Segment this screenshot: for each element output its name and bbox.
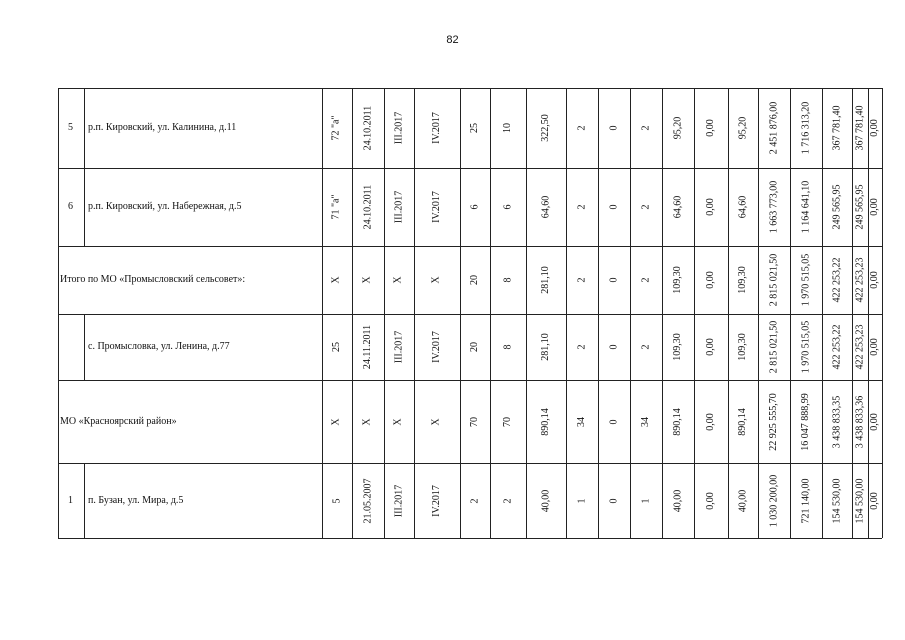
cell-value: Х: [330, 276, 342, 284]
row-number: 6: [68, 201, 73, 212]
cell-value: 154 530,00: [854, 478, 865, 523]
column-divider: [694, 380, 695, 463]
cell-value: 3 438 833,36: [854, 395, 865, 448]
column-divider: [630, 314, 631, 380]
cell-value: 1 970 515,05: [800, 320, 811, 374]
cell-value: 95,20: [737, 116, 748, 140]
cell-value: 2: [640, 125, 651, 131]
cell-value: IV.2017: [430, 112, 442, 144]
column-divider: [868, 88, 869, 168]
cell-value: Х: [430, 417, 442, 426]
column-divider: [662, 88, 663, 168]
column-divider: [460, 463, 461, 538]
column-divider: [414, 246, 415, 314]
row-address: п. Бузан, ул. Мира, д.5: [88, 494, 184, 506]
cell-value: 109,30: [737, 333, 748, 361]
cell-value: 1 716 313,20: [800, 101, 811, 155]
row-address: р.п. Кировский, ул. Калинина, д.11: [88, 122, 237, 133]
cell-value: III.2017: [393, 484, 404, 517]
column-divider: [662, 168, 663, 246]
column-divider: [526, 314, 527, 380]
column-divider: [882, 168, 883, 246]
column-divider: [322, 380, 323, 463]
column-divider: [526, 380, 527, 463]
cell-value: III.2017: [393, 111, 404, 145]
column-divider: [790, 246, 791, 314]
cell-value: 0,00: [705, 338, 716, 356]
cell-value: 2 815 021,50: [768, 320, 779, 374]
column-divider: [822, 380, 823, 463]
cell-value: 0: [608, 204, 619, 210]
page-number: 82: [446, 34, 459, 46]
cell-value: 2: [640, 277, 651, 283]
cell-value: 22 925 555,70: [768, 392, 779, 451]
cell-value: 16 047 888,99: [800, 392, 811, 451]
column-divider: [84, 314, 85, 380]
row-number: 1: [68, 494, 73, 506]
column-divider: [728, 380, 729, 463]
column-divider: [630, 246, 631, 314]
row-total-label: МО «Красноярский район»: [60, 415, 177, 427]
column-divider: [882, 88, 883, 168]
cell-value: 64,60: [540, 195, 551, 219]
cell-value: 109,30: [737, 266, 748, 294]
column-divider: [460, 380, 461, 463]
cell-value: 24.10.2011: [362, 105, 374, 151]
cell-value: 2: [469, 498, 480, 503]
cell-value: 0,00: [869, 491, 880, 510]
column-divider: [414, 314, 415, 380]
cell-value: 20: [469, 275, 480, 285]
column-divider: [882, 463, 883, 538]
column-divider: [322, 314, 323, 380]
cell-value: 2: [576, 204, 587, 210]
column-divider: [868, 463, 869, 538]
cell-value: 72 "а": [330, 115, 342, 141]
cell-value: 70: [502, 416, 513, 427]
column-divider: [490, 314, 491, 380]
column-divider: [384, 168, 385, 246]
column-divider: [852, 168, 853, 246]
column-divider: [758, 88, 759, 168]
cell-value: 40,00: [540, 489, 551, 512]
cell-value: IV.2017: [430, 191, 442, 223]
column-divider: [566, 314, 567, 380]
cell-value: 8: [502, 344, 513, 350]
cell-value: 367 781,40: [831, 105, 842, 151]
column-divider: [566, 463, 567, 538]
column-divider: [598, 168, 599, 246]
column-divider: [460, 168, 461, 246]
column-divider: [384, 88, 385, 168]
cell-value: IV.2017: [430, 331, 442, 363]
column-divider: [322, 88, 323, 168]
column-divider: [728, 88, 729, 168]
cell-value: 367 781,40: [854, 105, 865, 151]
cell-value: 0,00: [705, 412, 716, 431]
column-divider: [384, 314, 385, 380]
column-divider: [460, 246, 461, 314]
cell-value: 2: [640, 344, 651, 350]
column-divider: [352, 168, 353, 246]
cell-value: 0,00: [869, 271, 880, 289]
column-divider: [852, 88, 853, 168]
column-divider: [822, 314, 823, 380]
cell-value: 2: [576, 125, 587, 131]
cell-value: 10: [502, 123, 513, 133]
cell-value: 2: [640, 204, 651, 210]
cell-value: 25: [469, 123, 480, 133]
column-divider: [694, 168, 695, 246]
cell-value: 34: [576, 416, 587, 427]
cell-value: 249 565,95: [854, 184, 865, 230]
column-divider: [490, 88, 491, 168]
column-divider: [882, 380, 883, 463]
column-divider: [662, 246, 663, 314]
cell-value: 0: [608, 498, 619, 503]
column-divider: [822, 88, 823, 168]
cell-value: 1: [576, 498, 587, 503]
column-divider: [790, 88, 791, 168]
column-divider: [490, 168, 491, 246]
cell-value: 40,00: [737, 489, 748, 512]
cell-value: 1 663 773,00: [768, 180, 779, 234]
cell-value: 109,30: [672, 266, 683, 294]
column-divider: [384, 246, 385, 314]
row-total-label: Итого по МО «Промысловский сельсовет»:: [60, 274, 246, 285]
cell-value: 0,00: [705, 198, 716, 216]
cell-value: 0: [608, 125, 619, 131]
cell-value: 2: [576, 277, 587, 283]
cell-value: 5: [331, 498, 342, 503]
column-divider: [728, 463, 729, 538]
cell-value: 422 253,23: [854, 324, 865, 370]
column-divider: [822, 246, 823, 314]
column-divider: [352, 314, 353, 380]
column-divider: [882, 314, 883, 380]
column-divider: [662, 380, 663, 463]
column-divider: [662, 314, 663, 380]
column-divider: [852, 463, 853, 538]
cell-value: 0,00: [705, 119, 716, 137]
column-divider: [322, 168, 323, 246]
column-divider: [694, 314, 695, 380]
cell-value: 8: [502, 277, 513, 283]
column-divider: [630, 168, 631, 246]
column-divider: [868, 168, 869, 246]
column-divider: [352, 246, 353, 314]
column-divider: [852, 246, 853, 314]
column-divider: [566, 168, 567, 246]
column-divider: [566, 380, 567, 463]
column-divider: [490, 463, 491, 538]
cell-value: 6: [469, 204, 480, 210]
column-divider: [882, 246, 883, 314]
column-divider: [414, 88, 415, 168]
cell-value: 21.05.2007: [362, 478, 373, 523]
column-divider: [790, 463, 791, 538]
cell-value: 0: [608, 419, 619, 424]
column-divider: [822, 168, 823, 246]
column-divider: [322, 246, 323, 314]
column-divider: [758, 246, 759, 314]
cell-value: 0,00: [705, 271, 716, 289]
cell-value: 64,60: [737, 195, 748, 219]
column-divider: [84, 88, 85, 168]
column-divider: [526, 168, 527, 246]
cell-value: 281,10: [540, 266, 551, 294]
cell-value: 0,00: [869, 198, 880, 216]
column-divider: [414, 380, 415, 463]
column-divider: [758, 380, 759, 463]
cell-value: 20: [469, 342, 480, 352]
column-divider: [630, 380, 631, 463]
cell-value: 281,10: [540, 333, 551, 361]
cell-value: 721 140,00: [800, 478, 811, 523]
cell-value: 1 164 641,10: [800, 180, 811, 234]
cell-value: 6: [502, 204, 513, 210]
row-address: р.п. Кировский, ул. Набережная, д.5: [88, 201, 242, 212]
column-divider: [598, 88, 599, 168]
column-divider: [490, 246, 491, 314]
cell-value: Х: [392, 276, 404, 284]
column-divider: [790, 168, 791, 246]
column-divider: [822, 463, 823, 538]
cell-value: 0,00: [869, 119, 880, 137]
column-divider: [852, 380, 853, 463]
cell-value: 71 "а": [330, 194, 342, 220]
cell-value: 0,00: [869, 338, 880, 356]
cell-value: Х: [430, 276, 442, 284]
cell-value: 1: [640, 498, 651, 503]
column-divider: [694, 463, 695, 538]
cell-value: 2: [576, 344, 587, 350]
column-divider: [384, 463, 385, 538]
cell-value: 64,60: [672, 195, 683, 219]
row-divider: [58, 538, 882, 539]
cell-value: 24.10.2011: [362, 184, 374, 230]
cell-value: Х: [361, 276, 373, 284]
cell-value: 322,50: [540, 114, 551, 142]
column-divider: [868, 314, 869, 380]
cell-value: 2: [502, 498, 513, 503]
column-divider: [526, 88, 527, 168]
column-divider: [460, 314, 461, 380]
cell-value: 0: [608, 277, 619, 283]
cell-value: 95,20: [672, 116, 683, 140]
cell-value: 422 253,22: [831, 257, 842, 303]
column-divider: [84, 168, 85, 246]
cell-value: III.2017: [393, 330, 404, 364]
cell-value: Х: [392, 417, 404, 426]
column-divider: [352, 380, 353, 463]
column-divider: [490, 380, 491, 463]
column-divider: [526, 246, 527, 314]
column-divider: [384, 380, 385, 463]
row-address: с. Промысловка, ул. Ленина, д.77: [88, 341, 230, 352]
column-divider: [868, 380, 869, 463]
cell-value: 422 253,23: [854, 257, 865, 303]
cell-value: 34: [640, 416, 651, 427]
cell-value: 0,00: [869, 412, 880, 431]
cell-value: 40,00: [672, 489, 683, 512]
cell-value: 24.11.2011: [362, 324, 374, 370]
column-divider: [598, 246, 599, 314]
column-divider: [630, 463, 631, 538]
cell-value: 0,00: [705, 491, 716, 510]
column-divider: [694, 88, 695, 168]
column-divider: [84, 463, 85, 538]
cell-value: III.2017: [393, 190, 404, 224]
row-number: 5: [68, 122, 73, 133]
column-divider: [758, 314, 759, 380]
cell-value: IV.2017: [430, 484, 442, 517]
cell-value: 890,14: [672, 407, 683, 436]
column-divider: [758, 463, 759, 538]
column-divider: [598, 380, 599, 463]
column-divider: [566, 246, 567, 314]
column-divider: [728, 168, 729, 246]
column-divider: [526, 463, 527, 538]
column-divider: [352, 463, 353, 538]
column-divider: [598, 314, 599, 380]
column-divider: [352, 88, 353, 168]
column-divider: [630, 88, 631, 168]
column-divider: [566, 88, 567, 168]
column-divider: [414, 463, 415, 538]
cell-value: 2 451 876,00: [768, 101, 779, 155]
cell-value: 890,14: [737, 407, 748, 436]
column-divider: [852, 314, 853, 380]
column-divider: [728, 246, 729, 314]
cell-value: 154 530,00: [831, 478, 842, 523]
column-divider: [790, 380, 791, 463]
cell-value: 422 253,22: [831, 324, 842, 370]
cell-value: 1 030 200,00: [768, 474, 779, 527]
cell-value: Х: [361, 417, 373, 426]
cell-value: 1 970 515,05: [800, 253, 811, 307]
column-divider: [322, 463, 323, 538]
column-divider: [758, 168, 759, 246]
column-divider: [598, 463, 599, 538]
cell-value: 70: [469, 416, 480, 427]
cell-value: 2 815 021,50: [768, 253, 779, 307]
cell-value: 0: [608, 344, 619, 350]
cell-value: 249 565,95: [831, 184, 842, 230]
cell-value: 890,14: [540, 407, 551, 436]
cell-value: 25: [331, 342, 342, 352]
column-divider: [662, 463, 663, 538]
column-divider: [868, 246, 869, 314]
column-divider: [460, 88, 461, 168]
cell-value: 3 438 833,35: [831, 395, 842, 448]
cell-value: 109,30: [672, 333, 683, 361]
column-divider: [414, 168, 415, 246]
column-divider: [728, 314, 729, 380]
cell-value: Х: [330, 417, 342, 426]
column-divider: [790, 314, 791, 380]
column-divider: [694, 246, 695, 314]
